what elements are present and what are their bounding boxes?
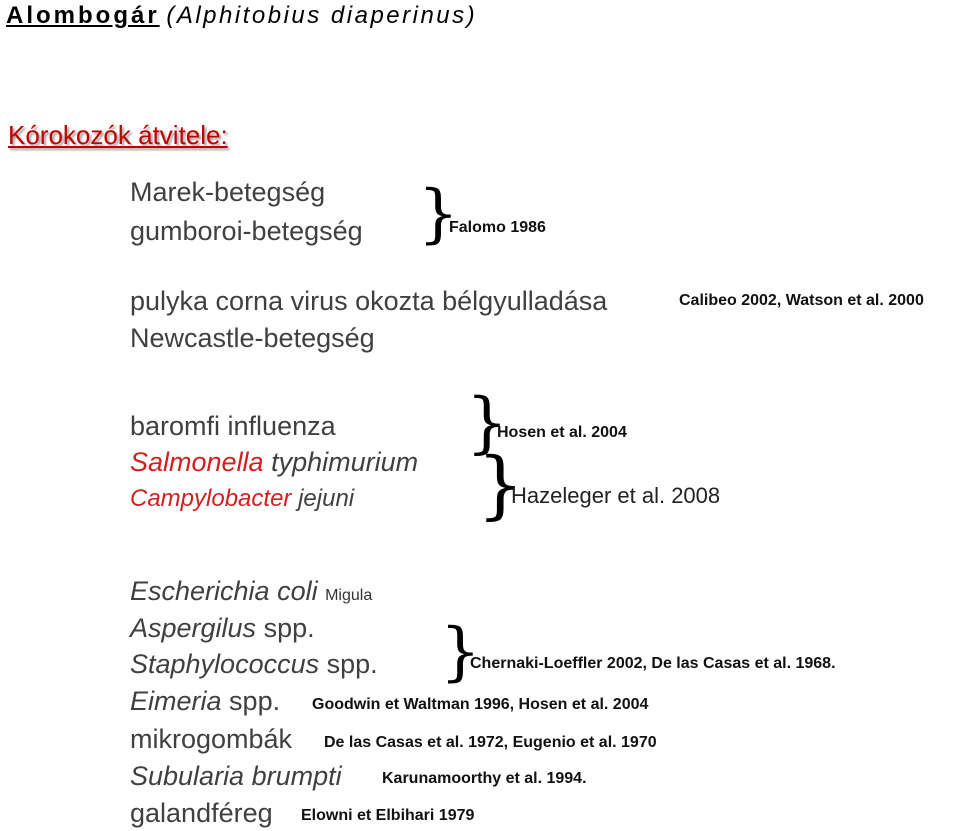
pathogen-ecoli (130, 575, 372, 612)
pathogen-galandfereg: galandféreg (130, 798, 273, 828)
ref-hosen-2004: Hosen et al. 2004 (497, 424, 627, 441)
campylobacter-species: jejuni (298, 485, 355, 512)
ecoli-name: Escherichia coli (130, 576, 318, 606)
eimeria-name: Eimeria (130, 686, 222, 716)
staph-spp: spp. (326, 649, 378, 679)
ref-falomo: Falomo 1986 (449, 219, 546, 236)
brace-group4: } (440, 615, 481, 689)
ref-calibeo-watson: Calibeo 2002, Watson et al. 2000 (679, 292, 924, 309)
salmonella-genus: Salmonella (130, 447, 264, 477)
salmonella-species: typhimurium (271, 447, 419, 477)
disease-newcastle: Newcastle-betegség (130, 323, 375, 353)
brace-group1: } (418, 177, 459, 251)
aspergilus-name: Aspergilus (130, 613, 257, 643)
ref-delascasas: De las Casas et al. 1972, Eugenio et al. 1970 (324, 734, 657, 751)
pathogen-subularia: Subularia brumpti (130, 761, 342, 791)
ref-goodwin: Goodwin et Waltman 1996, Hosen et al. 2004 (312, 696, 649, 713)
page-title (6, 2, 477, 30)
ref-chernaki: Chernaki-Loeffler 2002, De las Casas et al. 1968. (470, 655, 836, 672)
aspergilus-spp: spp. (263, 613, 315, 643)
pathogen-aspergilus (130, 612, 315, 644)
pathogen-eimeria (130, 685, 280, 717)
pathogen-mikrogombak: mikrogombák (130, 724, 293, 754)
staph-name: Staphylococcus (130, 649, 320, 679)
title-latin-name: (Alphitobius diaperinus) (166, 2, 478, 29)
section-heading: Kórokozók átvitele: (8, 120, 228, 150)
brace-group3-bottom: } (477, 442, 525, 528)
disease-marek: Marek-betegség (130, 177, 326, 207)
disease-corna: pulyka corna virus okozta bélgyulladása (130, 286, 608, 316)
pathogen-campylobacter (130, 485, 354, 513)
title-common-name: Alombogár (6, 2, 160, 29)
ref-karunamoorthy: Karunamoorthy et al. 1994. (382, 770, 587, 787)
pathogen-salmonella (130, 446, 418, 478)
eimeria-spp: spp. (229, 686, 281, 716)
pathogen-staphylococcus (130, 648, 378, 680)
brace-group3-top: } (466, 384, 508, 461)
ecoli-author: Migula (325, 587, 373, 604)
ref-elowni: Elowni et Elbihari 1979 (301, 807, 475, 824)
ref-hazeleger: Hazeleger et al. 2008 (511, 483, 721, 508)
disease-influenza: baromfi influenza (130, 411, 336, 441)
disease-gumboro: gumboroi-betegség (130, 216, 363, 246)
campylobacter-genus: Campylobacter (130, 485, 292, 512)
